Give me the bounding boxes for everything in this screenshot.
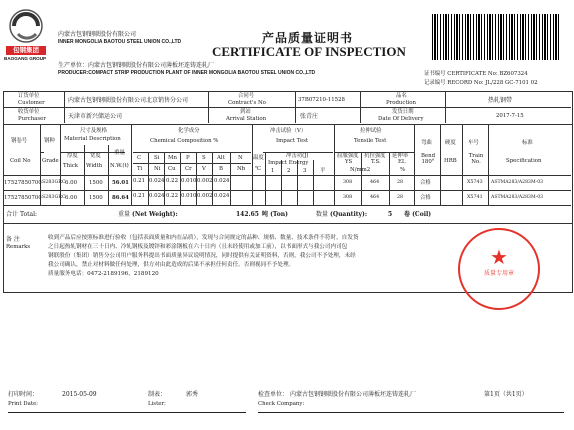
check-company-label-en: Check Company: bbox=[258, 401, 305, 407]
company-en-name: INNER MONGOLIA BAOTOU STEEL UNION CO.,LTD bbox=[58, 39, 182, 45]
net-weight-unit: 吨 (Ton) bbox=[262, 211, 288, 218]
col-tensile-en: Tensile Test bbox=[354, 138, 387, 144]
col-dim-cn: 尺寸及规格 bbox=[80, 128, 107, 134]
col-ts-en: T.S. bbox=[371, 159, 381, 165]
remarks-line: 收到产品后应按照标准进行验收（包括表面质量和内在品质），发现与合同规定的品种、规格、数量、技术条件不符时，自发货 bbox=[48, 235, 359, 241]
seal-text: 质量专用章 bbox=[483, 270, 514, 277]
quantity-unit: 卷 (Coil) bbox=[404, 211, 432, 218]
title-cn: 产品质量证明书 bbox=[262, 31, 354, 45]
delivery-value: 2017-7-15 bbox=[496, 113, 524, 119]
chem-bot-ti: Ti bbox=[137, 166, 143, 172]
chem-bot-nb: Nb bbox=[237, 166, 246, 172]
col-grade-en: Grade bbox=[42, 158, 59, 164]
logo-en-text: BAOGANG GROUP bbox=[4, 56, 47, 61]
company-cn-name: 内蒙古包钢钢联股份有限公司 bbox=[58, 31, 137, 38]
producer-cn: 生产单位：内蒙古包钢钢联股份有限公司薄板坯连铸连轧厂 bbox=[58, 62, 215, 69]
row-chem-mn: 0.22 bbox=[166, 193, 179, 199]
remarks-line: 之日起热轧钢材在三十日内、冷轧钢板及镀锌和彩涂钢板在六十日内（且未经使用或加工前），以书面形式与我公司内司包 bbox=[48, 244, 348, 250]
check-company-value: 内蒙古包钢钢联股份有限公司薄板坯连铸连轧厂 bbox=[290, 391, 417, 398]
col-spec-en: Specification bbox=[506, 158, 542, 164]
row-thick: 6.00 bbox=[65, 180, 78, 186]
print-date-label-cn: 打印时间： bbox=[8, 391, 39, 398]
row-coil-no: 17527850700 bbox=[4, 180, 42, 186]
row-train: X5743 bbox=[467, 180, 483, 185]
col-temp-cn: 温度 bbox=[253, 155, 264, 161]
total-label-cn: 合计 bbox=[6, 211, 19, 218]
footer-underline-right bbox=[258, 412, 564, 413]
col-grade-cn: 钢种 bbox=[44, 138, 55, 144]
lister-value: 郭秀 bbox=[186, 391, 199, 398]
row-grade: S283GRC bbox=[42, 180, 66, 185]
station-value: 张青庄 bbox=[300, 113, 319, 120]
col-tensile-cn: 拉伸试验 bbox=[360, 128, 382, 134]
row-el: 28 bbox=[397, 180, 404, 185]
chem-top-p: P bbox=[186, 155, 190, 161]
station-label-cn: 到站 bbox=[240, 109, 251, 115]
customer-label-en: Customer bbox=[18, 100, 45, 106]
energy-col-1: 1 bbox=[271, 168, 275, 174]
col-weight-en: N.W.(t) bbox=[110, 163, 129, 169]
row-chem-alt: 0.024 bbox=[214, 193, 230, 199]
remarks-label-en: Remarks bbox=[6, 244, 31, 250]
col-coil-no-en: Coil No bbox=[10, 158, 31, 164]
col-bend-cn: 弯曲 bbox=[421, 140, 432, 146]
row-weight: 56.01 bbox=[112, 180, 129, 186]
chem-bot-v: V bbox=[202, 166, 206, 172]
remarks-text bbox=[48, 234, 444, 279]
quantity-label-cn: 数量 bbox=[316, 211, 329, 218]
col-thick-cn: 厚度 bbox=[67, 153, 78, 159]
product-label-cn: 品名 bbox=[396, 93, 407, 99]
row-spec: ASTMA283/A283M-03 bbox=[491, 180, 544, 185]
row-train: X5741 bbox=[467, 195, 483, 200]
print-date-label-en: Print Date: bbox=[8, 401, 38, 407]
title-en: CERTIFICATE OF INSPECTION bbox=[212, 44, 406, 59]
col-chem-en: Chemical Composition % bbox=[150, 138, 219, 144]
delivery-label-cn: 发货日期 bbox=[392, 109, 414, 115]
col-spec-cn: 标准 bbox=[522, 140, 533, 146]
producer-en: PRODUCER:COMPACT STRIP PRODUCTION PLANT OF INNER MONGOLIA BAOTOU STEEL UNION CO.,LTD bbox=[58, 70, 316, 76]
row-el: 28 bbox=[397, 195, 404, 200]
remarks-label-cn: 备 注 bbox=[6, 236, 20, 243]
chem-top-s: S bbox=[202, 155, 206, 161]
col-train-en: Train No. bbox=[468, 153, 484, 165]
col-weight-cn: 重量 bbox=[114, 150, 125, 156]
row-chem-p: 0.010 bbox=[181, 193, 197, 199]
page-indicator: 第1页（共1页） bbox=[484, 391, 528, 398]
row-chem-s: 0.002 bbox=[197, 178, 213, 184]
energy-col-2: 2 bbox=[287, 168, 291, 174]
row-ys: 308 bbox=[343, 180, 353, 185]
chem-top-n: N bbox=[238, 155, 243, 161]
el-unit: % bbox=[400, 167, 406, 173]
chem-top-mn: Mn bbox=[168, 155, 177, 161]
quality-seal-stamp bbox=[458, 228, 540, 310]
station-label-en: Arrival Station bbox=[226, 116, 267, 122]
row-bend: 合格 bbox=[420, 180, 431, 186]
remarks-line: 质量服务电话：0472-2189196，2189120 bbox=[48, 271, 159, 277]
customer-value: 内蒙古包钢钢联股份有限公司北京销售分公司 bbox=[68, 97, 189, 104]
contract-label-en: Contract's No bbox=[228, 100, 266, 106]
chem-top-si: Si bbox=[154, 155, 160, 161]
cert-no: 证书编号 CERTIFICATE No: BZ607324 bbox=[424, 71, 528, 77]
col-train-cn: 车号 bbox=[468, 140, 479, 146]
row-bend: 合格 bbox=[420, 195, 431, 201]
row-chem-p: 0.010 bbox=[181, 178, 197, 184]
chem-bot-b: B bbox=[219, 166, 223, 172]
print-date-value: 2015-05-09 bbox=[62, 391, 97, 398]
row-chem-mn: 0.22 bbox=[166, 178, 179, 184]
chem-top-c: C bbox=[137, 155, 142, 161]
col-energy-cn: 冲击功(J) bbox=[286, 153, 309, 159]
contract-label-cn: 合同号 bbox=[238, 93, 255, 99]
col-ts-cn: 抗拉强度 bbox=[364, 153, 386, 159]
purchaser-label-cn: 收货单位 bbox=[18, 109, 40, 115]
row-thick: 6.00 bbox=[65, 195, 78, 201]
chem-bot-cu: Cu bbox=[168, 166, 176, 172]
col-ys-en: YS bbox=[345, 159, 353, 165]
energy-col-avg: 平 bbox=[320, 168, 326, 174]
lister-label-en: Lister: bbox=[148, 401, 166, 407]
row-chem-c: 0.21 bbox=[133, 178, 146, 184]
quantity-label-en: (Quantity): bbox=[330, 211, 368, 218]
product-value: 热轧钢带 bbox=[488, 97, 513, 104]
row-weight: 86.64 bbox=[112, 195, 129, 201]
tensile-unit: N/mm2 bbox=[350, 167, 371, 173]
total-label-en: Total: bbox=[20, 211, 38, 218]
col-hrb-en: HRB bbox=[444, 158, 457, 164]
col-el-en: EL bbox=[398, 159, 406, 165]
product-label-en: Production bbox=[386, 100, 416, 106]
row-chem-c: 0.21 bbox=[133, 193, 146, 199]
col-ys-cn: 屈服强度 bbox=[337, 153, 359, 159]
seal-star-icon: ★ bbox=[490, 245, 508, 269]
row-spec: ASTMA283/A283M-03 bbox=[491, 195, 544, 200]
row-chem-s: 0.002 bbox=[197, 193, 213, 199]
contract-value: 37B07210-11528 bbox=[298, 97, 345, 103]
net-weight-value: 142.65 bbox=[236, 211, 259, 218]
col-chem-cn: 化学成分 bbox=[178, 128, 200, 134]
footer-underline-left bbox=[8, 412, 246, 413]
net-weight-label-cn: 重量 bbox=[118, 211, 131, 218]
barcode bbox=[432, 14, 560, 60]
col-energy-en: Impact Energy bbox=[268, 160, 309, 166]
row-width: 1500 bbox=[89, 180, 103, 186]
row-chem-si: 0.024 bbox=[149, 178, 165, 184]
col-width-cn: 宽度 bbox=[90, 153, 101, 159]
customer-label-cn: 订货单位 bbox=[18, 93, 40, 99]
row-ts: 464 bbox=[370, 180, 380, 185]
chem-bot-ni: Ni bbox=[154, 166, 161, 172]
col-impact-cn: 冲击试验（V） bbox=[270, 128, 307, 134]
col-thick-en: Thick bbox=[63, 163, 79, 169]
logo-text: 包钢集团 bbox=[13, 46, 39, 54]
col-coil-no-cn: 钢卷号 bbox=[11, 138, 28, 144]
record-no: 记录编号 RECORD No: JL/228 GC-7101 02 bbox=[424, 80, 538, 86]
chem-top-alt: Alt bbox=[217, 155, 225, 161]
row-chem-alt: 0.024 bbox=[214, 178, 230, 184]
net-weight-label-en: (Net Weight): bbox=[132, 211, 178, 218]
quantity-value: 5 bbox=[388, 211, 393, 218]
col-width-en: Width bbox=[86, 163, 103, 169]
col-el-cn: 延伸率 bbox=[392, 153, 409, 159]
row-chem-si: 0.024 bbox=[149, 193, 165, 199]
col-impact-en: Impact Test bbox=[276, 138, 309, 144]
remarks-line: 我公司确认，禁止对材料做任何处理，供方对由此造成的后果不承担任何责任。否则视同不予处理。 bbox=[48, 262, 295, 268]
lister-label-cn: 制表： bbox=[148, 391, 167, 398]
check-company-label-cn: 检查单位： bbox=[258, 391, 289, 398]
row-coil-no: 17527850700 bbox=[4, 195, 42, 201]
row-ts: 464 bbox=[370, 195, 380, 200]
chem-bot-cr: Cr bbox=[185, 166, 192, 172]
col-hrb-cn: 硬度 bbox=[445, 140, 456, 146]
col-dim-en: Material Description bbox=[64, 136, 121, 142]
energy-col-3: 3 bbox=[303, 168, 307, 174]
purchaser-label-en: Purchaser bbox=[18, 116, 46, 122]
col-temp-unit: ℃ bbox=[255, 166, 262, 172]
purchaser-value: 天津市新兴储运公司 bbox=[68, 113, 123, 120]
row-width: 1500 bbox=[89, 195, 103, 201]
row-ys: 308 bbox=[343, 195, 353, 200]
delivery-label-en: Date Of Delivery bbox=[378, 116, 424, 122]
row-grade: S283GRC bbox=[42, 195, 66, 200]
remarks-line: 钢联股份（集团）销售分公司用户服务科提出书面质量异议说明情况，同时提供有关证明资料，否则，我公司不予处理，未经 bbox=[48, 253, 356, 259]
col-bend-en: Bend 180° bbox=[420, 153, 436, 165]
